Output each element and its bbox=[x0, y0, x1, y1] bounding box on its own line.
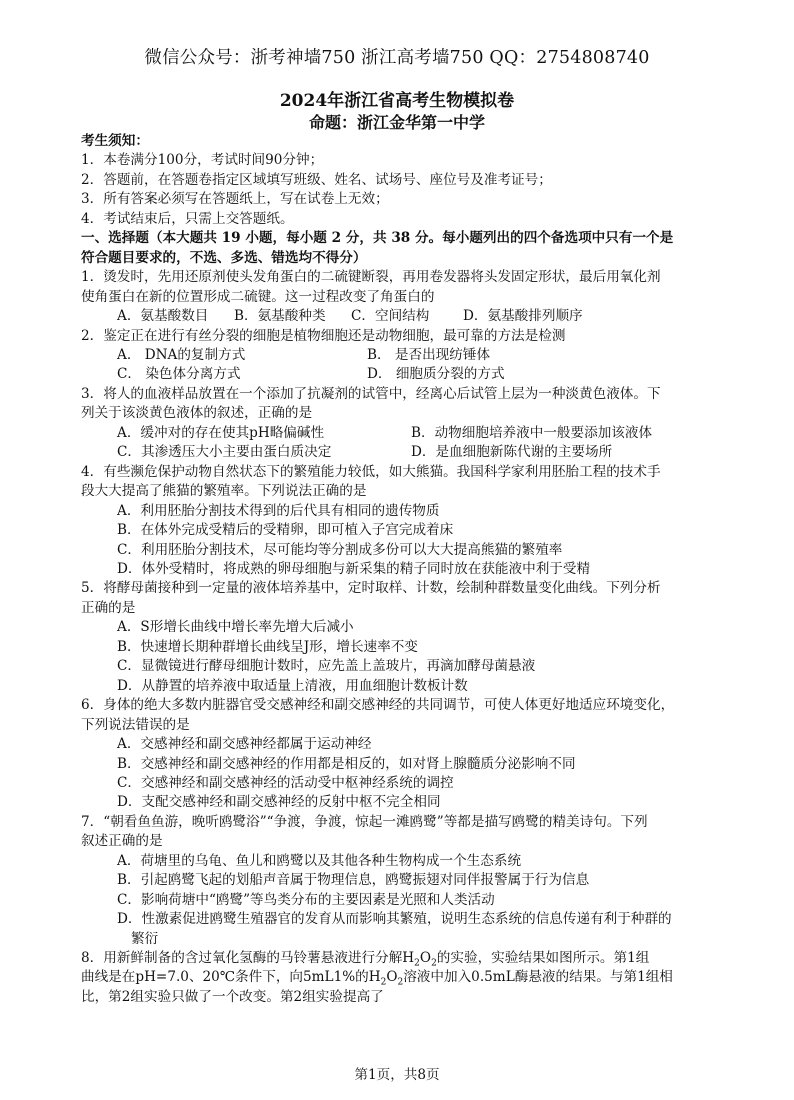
watermark-header: 微信公众号：浙考神墙750 浙江高考墙750 QQ：2754808740 bbox=[144, 48, 650, 68]
option-row bbox=[81, 346, 721, 365]
question-stem bbox=[81, 968, 721, 987]
question-stem: 使角蛋白在新的位置形成二硫键。这一过程改变了角蛋白的 bbox=[81, 288, 435, 305]
option-d: D．支配交感神经和副交感神经的反射中枢不完全相同 bbox=[117, 794, 441, 811]
exam-title: 2024年浙江省高考生物模拟卷 bbox=[279, 91, 515, 111]
stem-text: 的实验，实验结果如图所示。第1组 bbox=[436, 950, 650, 967]
exam-subtitle: 命题：浙江金华第一中学 bbox=[308, 113, 485, 132]
option-a: A． DNA的复制方式 bbox=[117, 346, 246, 363]
option-c: C．其渗透压大小主要由蛋白质决定 bbox=[117, 444, 332, 461]
question-stem: 4．有些濒危保护动物自然状态下的繁殖能力较低，如大熊猫。我国科学家利用胚胎工程的技术手 bbox=[81, 463, 661, 480]
option-a: A．氨基酸数目 bbox=[117, 308, 209, 325]
question-stem: 比，第2组实验只做了一个改变。第2组实验提高了 bbox=[81, 988, 384, 1005]
option-d: D．性激素促进鸥鹭生殖器官的发育从而影响其繁殖，说明生态系统的信息传递有利于种群的 bbox=[117, 911, 672, 928]
question-stem: 1．烫发时，先用还原剂使头发角蛋白的二硫键断裂，再用卷发器将头发固定形状，最后用氧化剂 bbox=[81, 269, 661, 286]
option-b: B．引起鸥鹭飞起的划船声音属于物理信息，鸥鹭振翅对同伴报警属于行为信息 bbox=[117, 872, 590, 889]
option-b: B．动物细胞培养液中一般要添加该液体 bbox=[411, 424, 653, 441]
subscript: 2 bbox=[380, 978, 387, 989]
option-d: D．是血细胞新陈代谢的主要场所 bbox=[411, 444, 613, 461]
notice-item: 1．本卷满分100分，考试时间90分钟； bbox=[81, 152, 324, 169]
option-b: B．在体外完成受精后的受精卵，即可植入子宫完成着床 bbox=[117, 522, 454, 539]
option-a: A．缓冲对的存在使其pH略偏碱性 bbox=[117, 424, 325, 441]
section-heading-cont: 符合题目要求的，不选、多选、错选均不得分） bbox=[81, 249, 367, 266]
option-c: C．空间结构 bbox=[351, 308, 430, 325]
question-stem: 6．身体的绝大多数内脏器官受交感神经和副交感神经的共同调节，可使人体更好地适应环境变化， bbox=[81, 697, 675, 714]
stem-text: O bbox=[386, 969, 398, 986]
option-b: B．氨基酸种类 bbox=[234, 308, 326, 325]
option-a: A．荷塘里的乌龟、鱼儿和鸥鹭以及其他各种生物构成一个生态系统 bbox=[117, 852, 522, 869]
question-stem: 3．将人的血液样品放置在一个添加了抗凝剂的试管中，经离心后试管上层为一种淡黄色液体。下 bbox=[81, 385, 661, 402]
option-c: C． 染色体分离方式 bbox=[117, 366, 241, 383]
page-footer: 第1页，共8页 bbox=[354, 1067, 440, 1083]
option-d-cont: 繁衍 bbox=[131, 930, 159, 947]
notice-item: 3．所有答案必须写在答题纸上，写在试卷上无效； bbox=[81, 191, 389, 208]
option-b: B．快速增长期种群增长曲线呈J形，增长速率不变 bbox=[117, 638, 418, 655]
exam-body bbox=[81, 132, 721, 1007]
option-c: C．利用胚胎分割技术，尽可能均等分割成多份可以大大提高熊猫的繁殖率 bbox=[117, 541, 563, 558]
subscript: 2 bbox=[414, 958, 420, 969]
option-c: C．交感神经和副交感神经的活动受中枢神经系统的调控 bbox=[117, 774, 454, 791]
option-c: C．显微镜进行酵母细胞计数时，应先盖上盖玻片，再滴加酵母菌悬液 bbox=[117, 658, 536, 675]
question-stem: 正确的是 bbox=[81, 599, 136, 616]
option-d: D．氨基酸排列顺序 bbox=[463, 308, 583, 325]
subscript: 2 bbox=[397, 978, 404, 989]
option-d: D． 细胞质分裂的方式 bbox=[367, 366, 505, 383]
notice-heading: 考生须知： bbox=[81, 133, 149, 149]
option-row bbox=[81, 307, 721, 326]
option-d: D．体外受精时，将成熟的卵母细胞与新采集的精子同时放在获能液中利于受精 bbox=[117, 560, 591, 577]
option-b: B．交感神经和副交感神经的作用都是相反的，如对肾上腺髓质分泌影响不同 bbox=[117, 755, 576, 772]
question-stem: 下列说法错误的是 bbox=[81, 716, 190, 733]
subscript: 2 bbox=[431, 958, 437, 969]
stem-text: 曲线是在pH=7.0、20℃条件下，向5mL1%的H bbox=[81, 969, 381, 986]
stem-text: 溶液中加入0.5mL酶悬液的结果。与第1组相 bbox=[403, 969, 673, 986]
question-stem: 5．将酵母菌接种到一定量的液体培养基中，定时取样、计数，绘制种群数量变化曲线。下列分析 bbox=[81, 580, 661, 597]
option-a: A．交感神经和副交感神经都属于运动神经 bbox=[117, 736, 372, 753]
question-stem: 2．鉴定正在进行有丝分裂的细胞是植物细胞还是动物细胞，最可靠的方法是检测 bbox=[81, 327, 566, 344]
question-stem: 7．“朝看鱼鱼游，晚听鸥鹭浴”“争渡，争渡，惊起一滩鸥鹭”等都是描写鸥鹭的精美诗句。下列 bbox=[81, 813, 648, 830]
stem-text: 8．用新鲜制备的含过氧化氢酶的马铃薯悬液进行分解H bbox=[81, 950, 415, 967]
notice-item: 2．答题前，在答题卷指定区域填写班级、姓名、试场号、座位号及准考证号； bbox=[81, 171, 552, 188]
option-row bbox=[81, 443, 721, 462]
option-b: B． 是否出现纺锤体 bbox=[367, 346, 491, 363]
option-a: A．S形增长曲线中增长率先增大后减小 bbox=[117, 619, 354, 636]
option-c: C．影响荷塘中“鸥鹭”等鸟类分布的主要因素是光照和人类活动 bbox=[117, 891, 495, 908]
option-d: D．从静置的培养液中取适量上清液，用血细胞计数板计数 bbox=[117, 677, 468, 694]
stem-text: O bbox=[419, 950, 432, 967]
section-heading: 一、选择题（本大题共 19 小题，每小题 2 分，共 38 分。每小题列出的四个备选项中只有一个是 bbox=[81, 230, 674, 247]
notice-item: 4．考试结束后，只需上交答题纸。 bbox=[81, 210, 294, 227]
question-stem: 段大大提高了熊猫的繁殖率。下列说法正确的是 bbox=[81, 483, 367, 500]
question-stem: 叙述正确的是 bbox=[81, 833, 163, 850]
question-stem: 列关于该淡黄色液体的叙述，正确的是 bbox=[81, 405, 313, 422]
option-a: A．利用胚胎分割技术得到的后代具有相同的遗传物质 bbox=[117, 502, 440, 519]
question-stem bbox=[81, 949, 721, 968]
option-row bbox=[81, 365, 721, 384]
option-row bbox=[81, 424, 721, 443]
